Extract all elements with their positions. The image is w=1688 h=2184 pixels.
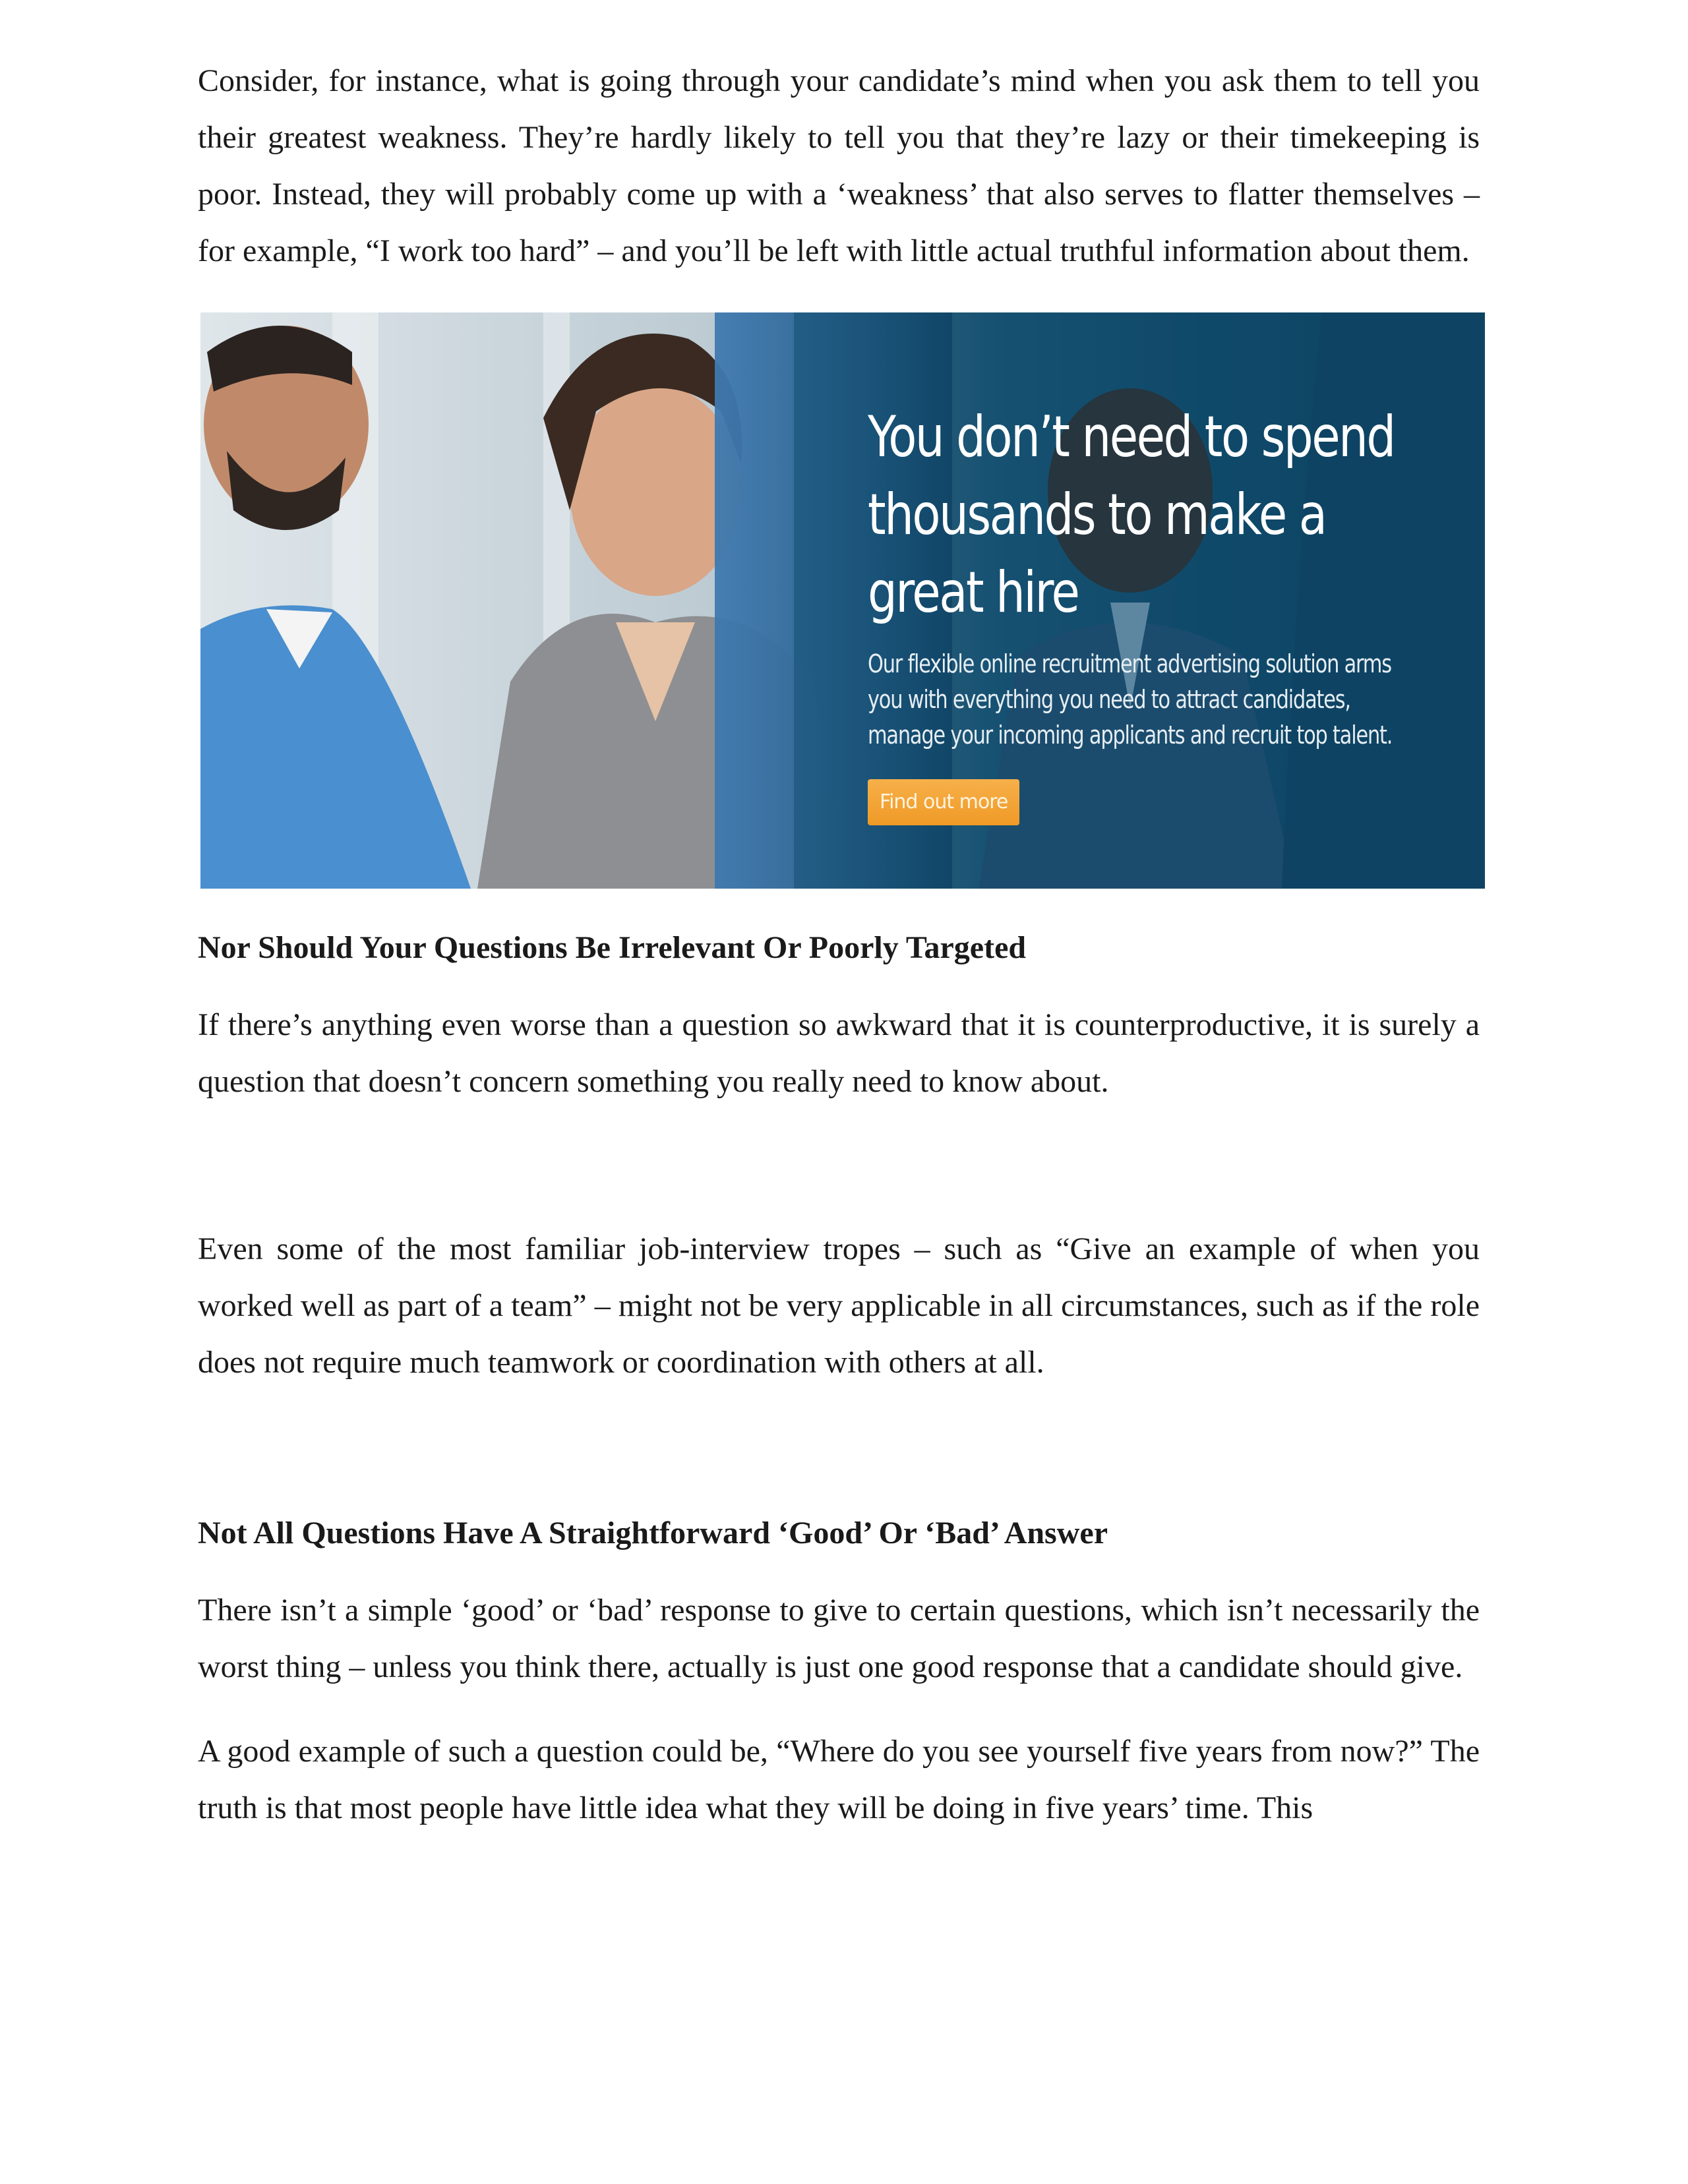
banner-headline-line: great hire — [868, 560, 1079, 626]
banner-headline — [868, 398, 1452, 632]
banner-headline-line: You don’t need to spend — [868, 404, 1395, 470]
intro-paragraph: Consider, for instance, what is going through your candidate’s mind when you ask them to tell you their greatest weakness. They’re hardly likely to tell you that they’re lazy or their timekeeping is poor. Instead, they will probably come up with a ‘weakness’ that also serves to flatter themselves – for example, “I work too hard” – and you’ll be left with little actual truthful information about them. — [198, 63, 1480, 268]
banner-subtext — [868, 646, 1448, 753]
banner-subtext-line: you with everything you need to attract candidates, — [868, 685, 1350, 714]
banner-copy — [868, 398, 1448, 753]
banner-headline-line: thousands to make a — [868, 482, 1326, 548]
answer-paragraph-2: A good example of such a question could be, “Where do you see yourself five years from now?” The truth is that most people have little idea what they will be doing in five years’ time. This — [198, 1734, 1480, 1825]
section-heading-answer: Not All Questions Have A Straightforward ‘Good’ Or ‘Bad’ Answer — [198, 1516, 1108, 1550]
banner-subtext-line: manage your incoming applicants and recruit top talent. — [868, 721, 1393, 750]
banner-subtext-line: Our flexible online recruitment advertising solution arms — [868, 649, 1391, 678]
irrelevant-paragraph-2: Even some of the most familiar job-interview tropes – such as “Give an example of when you worked well as part of a team” – might not be very applicable in all circumstances, such as if the role does not require much teamwork or coordination with others at all. — [198, 1231, 1480, 1380]
irrelevant-paragraph-1: If there’s anything even worse than a question so awkward that it is counterproductive, it is surely a question that doesn’t concern something you really need to know about. — [198, 1007, 1480, 1099]
section-heading-irrelevant: Nor Should Your Questions Be Irrelevant Or Poorly Targeted — [198, 930, 1027, 965]
document-page — [198, 53, 1480, 1837]
find-out-more-button[interactable]: Find out more — [868, 779, 1019, 825]
answer-paragraph-1: There isn’t a simple ‘good’ or ‘bad’ response to give to certain questions, which isn’t necessarily the worst thing – unless you think there, actually is just one good response that a candidate should give. — [198, 1593, 1480, 1684]
recruitment-banner-image — [200, 312, 1485, 889]
